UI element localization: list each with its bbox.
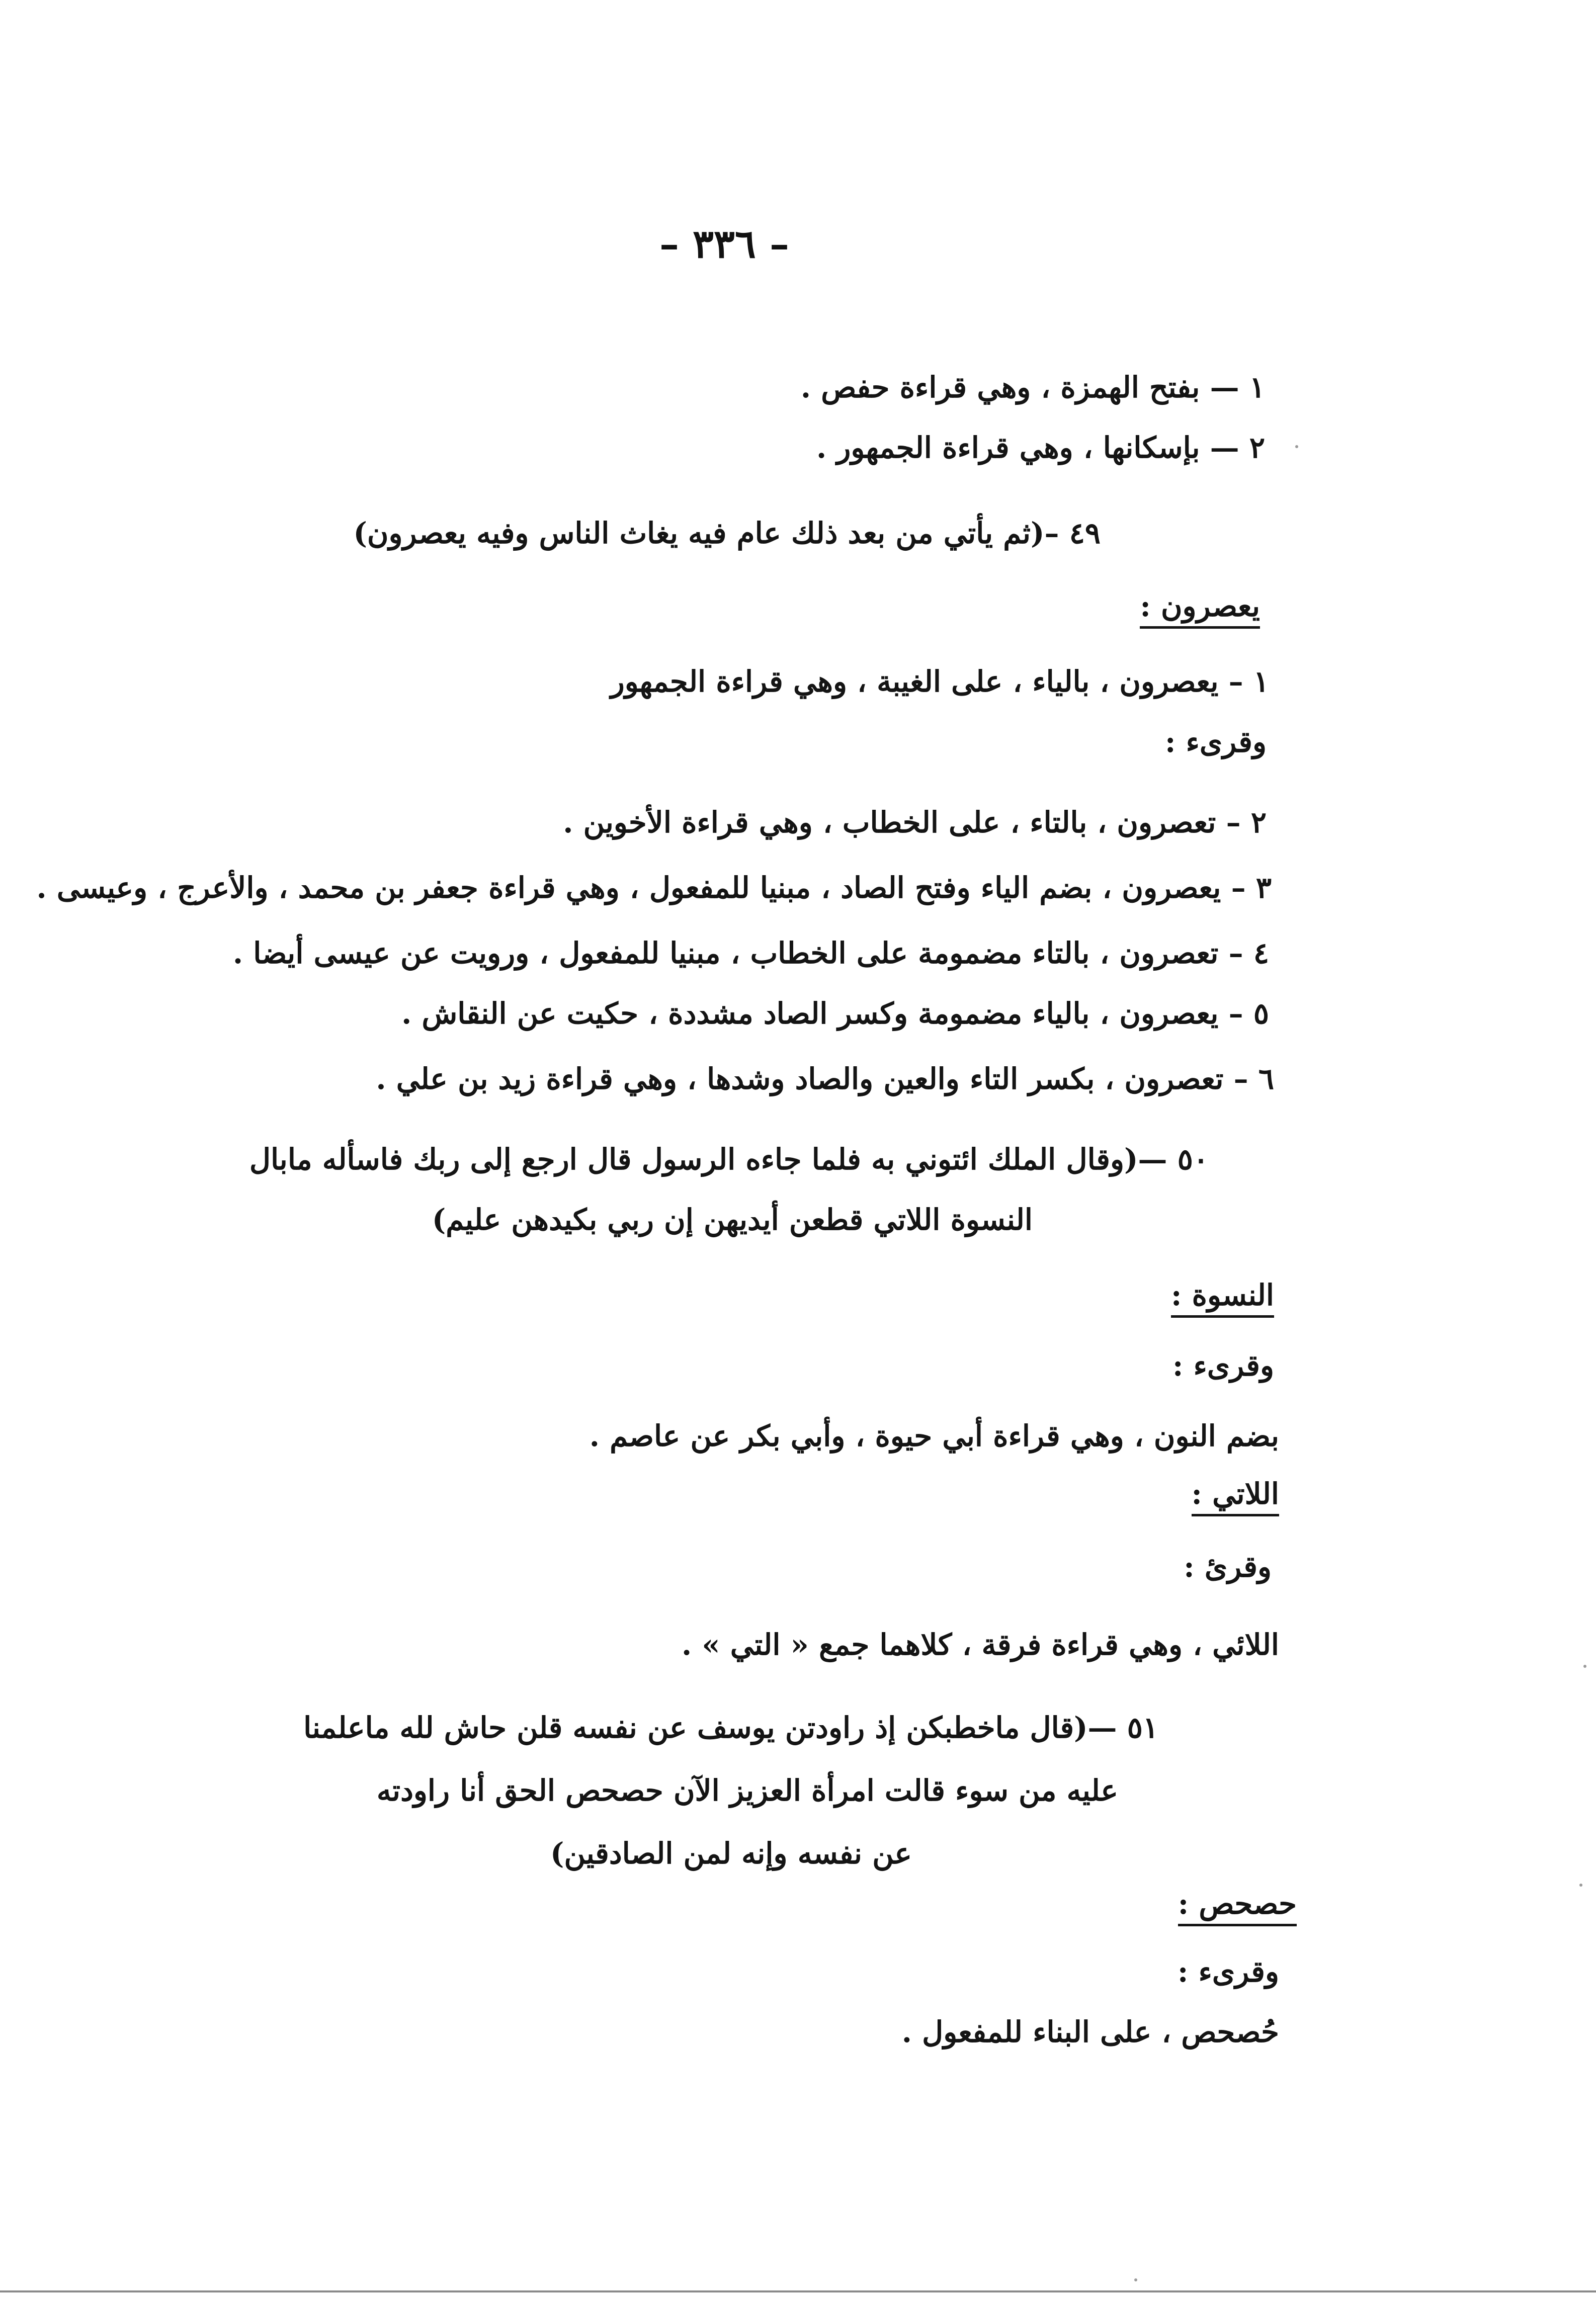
bottom-edge-rule <box>0 2290 1596 2292</box>
text-line: وقرئ : <box>1184 1550 1272 1584</box>
text-line: ٤ – تعصرون ، بالتاء مضمومة على الخطاب ، مبنيا للمفعول ، ورويت عن عيسى أيضا . <box>232 936 1269 970</box>
heading-line <box>1140 586 1260 626</box>
text-line: حُصحص ، على البناء للمفعول . <box>901 2015 1279 2049</box>
text-line: ٢ – تعصرون ، بالتاء ، على الخطاب ، وهي قراءة الأخوين . <box>563 805 1267 839</box>
text-line: ١ – يعصرون ، بالياء ، على الغيبة ، وهي قراءة الجمهور <box>610 664 1269 699</box>
heading-word: النسوة : <box>1171 1278 1274 1318</box>
text-line: وقرىء : <box>1177 1954 1279 1989</box>
scan-speck <box>1579 1884 1582 1887</box>
verse-line: ٥٠ —(وقال الملك ائتوني به فلما جاءه الرسول قال ارجع إلى ربك فاسأله مابال <box>249 1142 1209 1176</box>
scan-speck <box>1134 2278 1137 2281</box>
text-line: اللائي ، وهي قراءة فرقة ، كلاهما جمع « التي » . <box>681 1628 1279 1662</box>
text-line: بضم النون ، وهي قراءة أبي حيوة ، وأبي بكر عن عاصم . <box>589 1419 1279 1453</box>
heading-word: يعصرون : <box>1140 589 1260 629</box>
heading-line <box>1178 1884 1297 1924</box>
text-line: ٢ — بإسكانها ، وهي قراءة الجمهور . <box>816 431 1265 465</box>
heading-word: حصحص : <box>1178 1887 1297 1926</box>
page-number: – ٣٣٦ – <box>659 221 789 267</box>
text-line: وقرىء : <box>1164 725 1267 759</box>
heading-line <box>1171 1275 1274 1315</box>
scan-speck <box>1295 445 1298 448</box>
text-line: وقرىء : <box>1172 1348 1274 1383</box>
text-line: ٥ – يعصرون ، بالياء مضمومة وكسر الصاد مشددة ، حكيت عن النقاش . <box>401 996 1269 1031</box>
scan-speck <box>1583 1665 1586 1668</box>
verse-line: عن نفسه وإنه لمن الصادقين) <box>550 1836 912 1870</box>
heading-word: اللاتي : <box>1192 1477 1279 1516</box>
text-line: ١ — بفتح الهمزة ، وهي قراءة حفص . <box>800 370 1265 404</box>
verse-line: ٥١ —(قال ماخطبكن إذ راودتن يوسف عن نفسه قلن حاش لله ماعلمنا <box>303 1711 1158 1745</box>
text-line: ٦ – تعصرون ، بكسر التاء والعين والصاد وشدها ، وهي قراءة زيد بن علي . <box>376 1062 1274 1096</box>
verse-line: عليه من سوء قالت امرأة العزيز الآن حصحص الحق أنا راودته <box>376 1773 1118 1808</box>
verse-line: ٤٩ –(ثم يأتي من بعد ذلك عام فيه يغاث الناس وفيه يعصرون) <box>353 516 1101 550</box>
verse-line: النسوة اللاتي قطعن أيديهن إن ربي بكيدهن عليم) <box>432 1203 1033 1237</box>
heading-line <box>1192 1474 1279 1514</box>
text-line: ٣ – يعصرون ، بضم الياء وفتح الصاد ، مبنيا للمفعول ، وهي قراءة جعفر بن محمد ، والأعرج ، وعيسى . <box>36 871 1272 905</box>
